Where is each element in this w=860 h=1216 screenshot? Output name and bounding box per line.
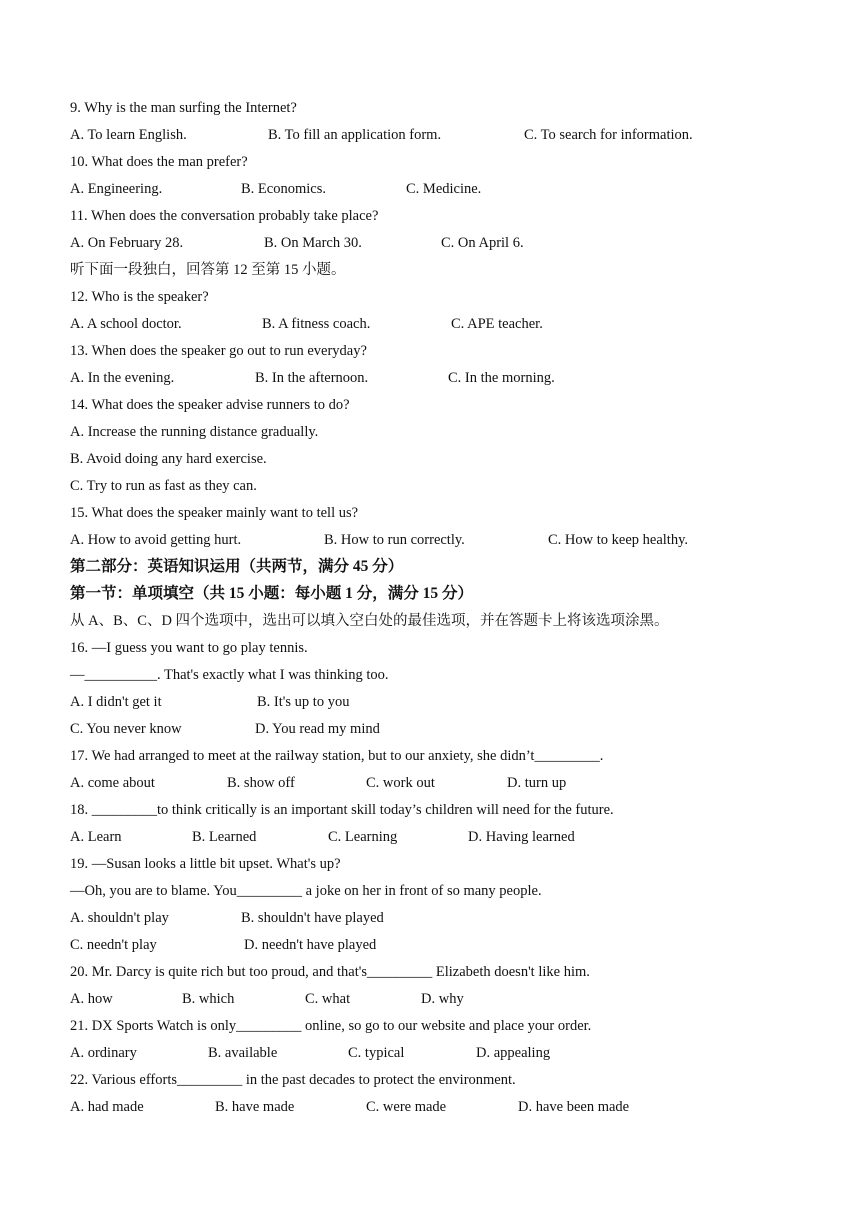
question-17-option-a: A. come about bbox=[70, 775, 155, 791]
question-14-stem: 14. What does the speaker advise runners to do? bbox=[70, 397, 350, 413]
question-14-option-c: C. Try to run as fast as they can. bbox=[70, 478, 257, 494]
question-11-stem: 11. When does the conversation probably take place? bbox=[70, 208, 379, 224]
question-22-option-a: A. had made bbox=[70, 1099, 144, 1115]
question-18-option-a: A. Learn bbox=[70, 829, 122, 845]
question-19-option-b: B. shouldn't have played bbox=[241, 910, 384, 926]
question-17-option-c: C. work out bbox=[366, 775, 435, 791]
question-10-option-c: C. Medicine. bbox=[406, 181, 482, 197]
question-22-option-d: D. have been made bbox=[518, 1099, 630, 1115]
question-10-option-b: B. Economics. bbox=[241, 181, 326, 197]
question-15-option-b: B. How to run correctly. bbox=[324, 532, 465, 548]
question-16-stem-line-2: —__________. That's exactly what I was thinking too. bbox=[70, 667, 389, 683]
question-16-stem-line-1: 16. —I guess you want to go play tennis. bbox=[70, 640, 308, 656]
question-13-option-b: B. In the afternoon. bbox=[255, 370, 369, 386]
question-12-option-c: C. APE teacher. bbox=[451, 316, 543, 332]
question-9-stem: 9. Why is the man surfing the Internet? bbox=[70, 100, 297, 116]
question-9-option-a: A. To learn English. bbox=[70, 127, 187, 143]
question-18-option-b: B. Learned bbox=[192, 829, 257, 845]
question-14-option-b: B. Avoid doing any hard exercise. bbox=[70, 451, 267, 467]
question-18-option-c: C. Learning bbox=[328, 829, 398, 845]
section-1-heading: 第一节：单项填空（共 15 小题：每小题 1 分，满分 15 分） bbox=[70, 585, 474, 602]
question-21-option-a: A. ordinary bbox=[70, 1045, 137, 1061]
question-13-option-a: A. In the evening. bbox=[70, 370, 175, 386]
question-11-option-c: C. On April 6. bbox=[441, 235, 524, 251]
question-12-stem: 12. Who is the speaker? bbox=[70, 289, 209, 305]
question-16-option-a: A. I didn't get it bbox=[70, 694, 162, 710]
question-22-option-c: C. were made bbox=[366, 1099, 447, 1115]
question-19-stem-line-1: 19. —Susan looks a little bit upset. What's up? bbox=[70, 856, 341, 872]
question-15-option-a: A. How to avoid getting hurt. bbox=[70, 532, 242, 548]
question-19-option-d: D. needn't have played bbox=[244, 937, 377, 953]
question-21-option-b: B. available bbox=[208, 1045, 278, 1061]
question-15-option-c: C. How to keep healthy. bbox=[548, 532, 689, 548]
question-10-option-a: A. Engineering. bbox=[70, 181, 163, 197]
part-2-heading: 第二部分：英语知识运用（共两节，满分 45 分） bbox=[70, 558, 404, 575]
question-21-stem: 21. DX Sports Watch is only_________ online, so go to our website and place your order. bbox=[70, 1018, 592, 1034]
question-18-stem: 18. _________to think critically is an important skill today’s children will need for the future. bbox=[70, 802, 614, 818]
question-21-option-d: D. appealing bbox=[476, 1045, 551, 1061]
question-15-stem: 15. What does the speaker mainly want to tell us? bbox=[70, 505, 359, 521]
question-22-stem: 22. Various efforts_________ in the past decades to protect the environment. bbox=[70, 1072, 516, 1088]
question-14-option-a: A. Increase the running distance gradually. bbox=[70, 424, 319, 440]
question-11-option-b: B. On March 30. bbox=[264, 235, 362, 251]
question-20-stem: 20. Mr. Darcy is quite rich but too proud, and that's_________ Elizabeth doesn't like him. bbox=[70, 964, 590, 980]
question-20-option-c: C. what bbox=[305, 991, 351, 1007]
question-16-option-b: B. It's up to you bbox=[257, 694, 350, 710]
question-19-stem-line-2: —Oh, you are to blame. You_________ a joke on her in front of so many people. bbox=[70, 883, 542, 899]
question-12-option-a: A. A school doctor. bbox=[70, 316, 182, 332]
question-10-stem: 10. What does the man prefer? bbox=[70, 154, 248, 170]
question-16-option-c: C. You never know bbox=[70, 721, 182, 737]
question-20-option-b: B. which bbox=[182, 991, 235, 1007]
question-20-option-a: A. how bbox=[70, 991, 113, 1007]
question-12-option-b: B. A fitness coach. bbox=[262, 316, 371, 332]
monologue-instruction: 听下面一段独白，回答第 12 至第 15 小题。 bbox=[70, 262, 346, 278]
question-19-option-c: C. needn't play bbox=[70, 937, 157, 953]
question-17-stem: 17. We had arranged to meet at the railway station, but to our anxiety, she didn’t_________. bbox=[70, 748, 604, 764]
section-1-instruction: 从 A、B、C、D 四个选项中，选出可以填入空白处的最佳选项，并在答题卡上将该选项涂黑。 bbox=[70, 613, 669, 629]
question-9-option-c: C. To search for information. bbox=[524, 127, 693, 143]
question-9-option-b: B. To fill an application form. bbox=[268, 127, 442, 143]
question-21-option-c: C. typical bbox=[348, 1045, 405, 1061]
question-18-option-d: D. Having learned bbox=[468, 829, 575, 845]
question-13-option-c: C. In the morning. bbox=[448, 370, 555, 386]
question-11-option-a: A. On February 28. bbox=[70, 235, 184, 251]
question-22-option-b: B. have made bbox=[215, 1099, 295, 1115]
question-17-option-d: D. turn up bbox=[507, 775, 567, 791]
question-13-stem: 13. When does the speaker go out to run everyday? bbox=[70, 343, 367, 359]
question-19-option-a: A. shouldn't play bbox=[70, 910, 169, 926]
question-20-option-d: D. why bbox=[421, 991, 464, 1007]
question-16-option-d: D. You read my mind bbox=[255, 721, 380, 737]
question-17-option-b: B. show off bbox=[227, 775, 295, 791]
